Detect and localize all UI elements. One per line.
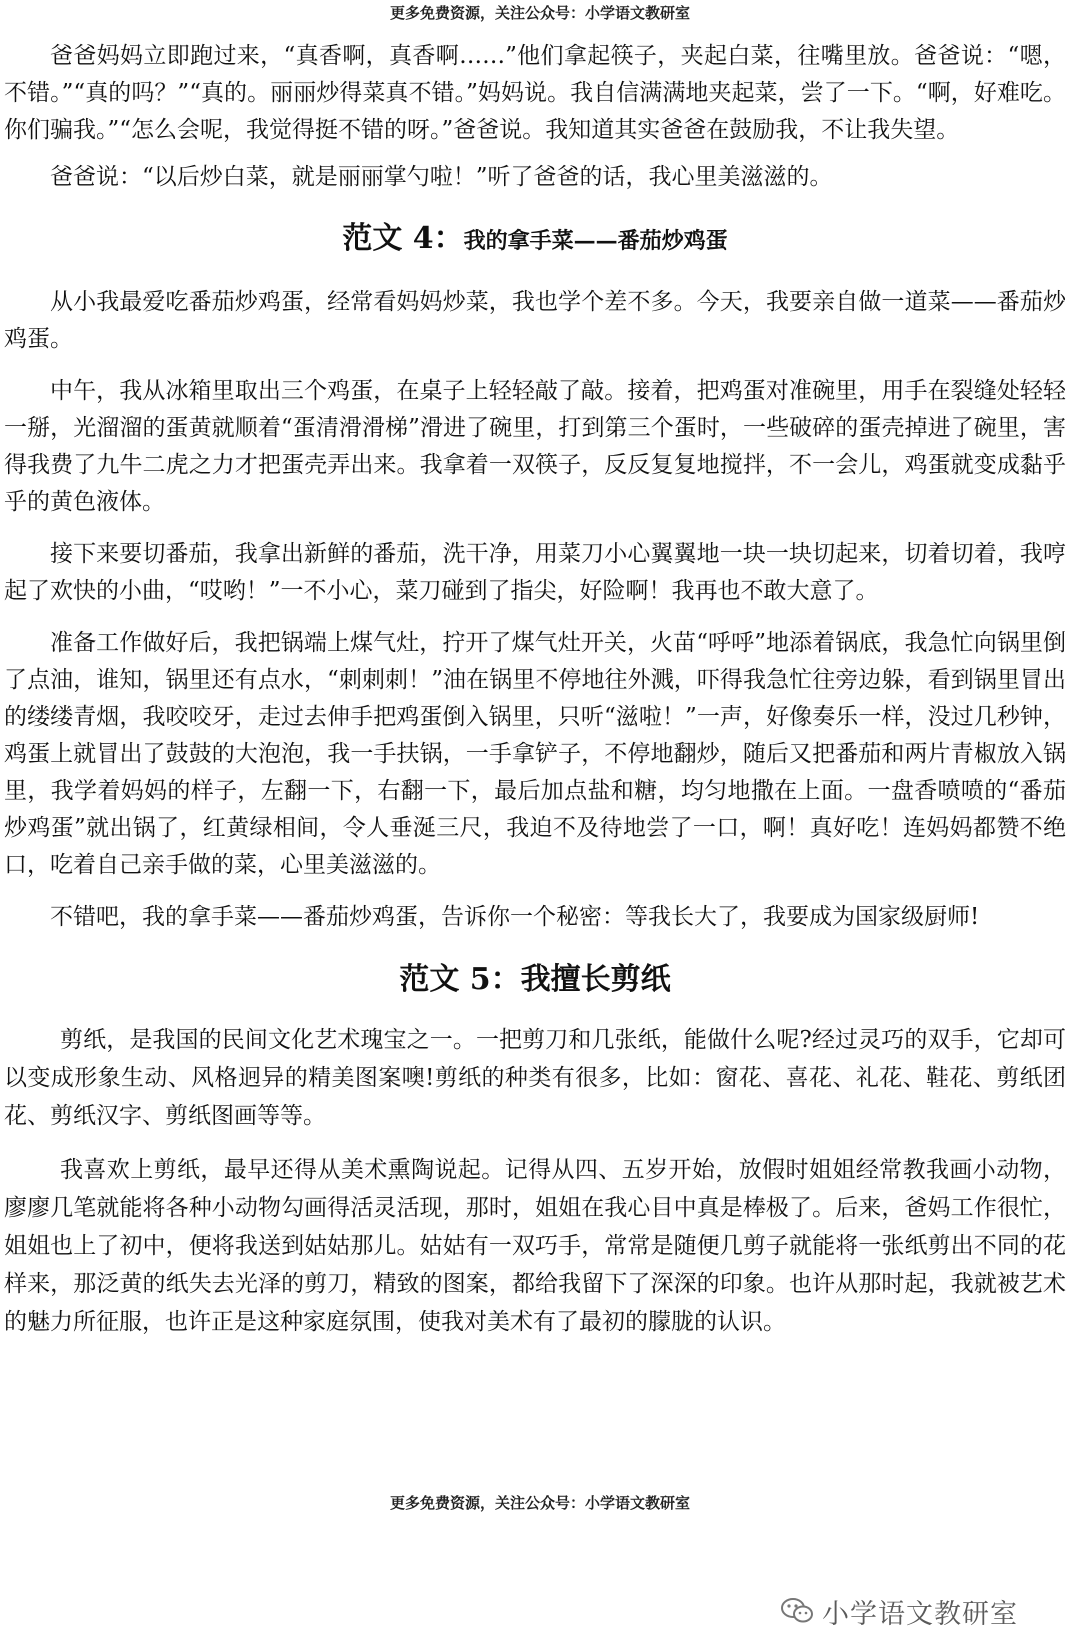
paragraph: 我喜欢上剪纸，最早还得从美术熏陶说起。记得从四、五岁开始，放假时姐姐经常教我画小动物，廖廖几笔就能将各种小动物勾画得活灵活现，那时，姐姐在我心目中真是棒极了。后来，爸妈工作很忙，姐姐也上了初中，便将我送到姑姑那儿。姑姑有一双巧手，常常是随便几剪子就能将一张纸剪出不同的花样来，那泛黄的纸失去光泽的剪刀，精致的图案，都给我留下了深深的印象。也许从那时起，我就被艺术的魅力所征服，也许正是这种家庭氛围，使我对美术有了最初的朦胧的认识。	[4, 1157, 1066, 1335]
essay-5-body	[4, 1021, 1066, 1341]
paragraph: 剪纸，是我国的民间文化艺术瑰宝之一。一把剪刀和几张纸，能做什么呢?经过灵巧的双手，它却可以变成形象生动、风格迥异的精美图案噢!剪纸的种类有很多，比如：窗花、喜花、礼花、鞋花、剪纸团花、剪纸汉字、剪纸图画等等。	[4, 1027, 1066, 1129]
essay-4-body	[4, 284, 1066, 936]
paragraph: 接下来要切番茄，我拿出新鲜的番茄，洗干净，用菜刀小心翼翼地一块一块切起来，切着切着，我哼起了欢快的小曲，“哎哟！”一不小心，菜刀碰到了指尖，好险啊！我再也不敢大意了。	[4, 541, 1066, 604]
essay-4-title: 我的拿手菜——番茄炒鸡蛋	[463, 228, 728, 254]
essay-continuation	[4, 38, 1066, 196]
essay-5-title: 我擅长剪纸	[520, 962, 671, 997]
essay-5-heading	[4, 951, 1066, 1009]
essay-4-number: 范文 4：	[342, 221, 464, 256]
paragraph: 爸爸妈妈立即跑过来，“真香啊，真香啊……”他们拿起筷子，夹起白菜，往嘴里放。爸爸说：“嗯，不错。”“真的吗？”“真的。丽丽炒得菜真不错。”妈妈说。我自信满满地夹起菜，尝了一下。“啊，好难吃。你们骗我。”“怎么会呢，我觉得挺不错的呀。”爸爸说。我知道其实爸爸在鼓励我，不让我失望。	[4, 43, 1066, 143]
footer-note: 更多免费资源，关注公众号：小学语文教研室	[389, 1494, 690, 1512]
paragraph: 中午，我从冰箱里取出三个鸡蛋，在桌子上轻轻敲了敲。接着，把鸡蛋对准碗里，用手在裂缝处轻轻一掰，光溜溜的蛋黄就顺着“蛋清滑滑梯”滑进了碗里，打到第三个蛋时，一些破碎的蛋壳掉进了碗里，害得我费了九牛二虎之力才把蛋壳弄出来。我拿着一双筷子，反反复复地搅拌，不一会儿，鸡蛋就变成黏乎乎的黄色液体。	[4, 378, 1066, 515]
paragraph: 从小我最爱吃番茄炒鸡蛋，经常看妈妈炒菜，我也学个差不多。今天，我要亲自做一道菜——番茄炒鸡蛋。	[4, 289, 1066, 352]
document-body	[4, 38, 1066, 1357]
wechat-icon	[780, 1597, 814, 1625]
header-note: 更多免费资源，关注公众号：小学语文教研室	[389, 4, 690, 22]
essay-5-number: 范文 5：	[399, 962, 521, 997]
paragraph: 爸爸说：“以后炒白菜，就是丽丽掌勺啦！”听了爸爸的话，我心里美滋滋的。	[50, 164, 833, 190]
paragraph: 不错吧，我的拿手菜——番茄炒鸡蛋，告诉你一个秘密：等我长大了，我要成为国家级厨师!	[50, 904, 980, 930]
paragraph: 准备工作做好后，我把锅端上煤气灶，拧开了煤气灶开关，火苗“呼呼”地添着锅底，我急忙向锅里倒了点油，谁知，锅里还有点水，“刺刺刺！”油在锅里不停地往外溅，吓得我急忙往旁边躲，看到锅里冒出的缕缕青烟，我咬咬牙，走过去伸手把鸡蛋倒入锅里，只听“滋啦！”一声，好像奏乐一样，没过几秒钟，鸡蛋上就冒出了鼓鼓的大泡泡，我一手扶锅，一手拿铲子，不停地翻炒，随后又把番茄和两片青椒放入锅里，我学着妈妈的样子，左翻一下，右翻一下，最后加点盐和糖，均匀地撒在上面。一盘香喷喷的“番茄炒鸡蛋”就出锅了，红黄绿相间，令人垂涎三尺，我迫不及待地尝了一口，啊！真好吃！连妈妈都赞不绝口，吃着自己亲手做的菜，心里美滋滋的。	[4, 630, 1066, 878]
watermark	[780, 1593, 1018, 1629]
essay-4-heading	[4, 214, 1066, 264]
watermark-text: 小学语文教研室	[822, 1598, 1018, 1630]
